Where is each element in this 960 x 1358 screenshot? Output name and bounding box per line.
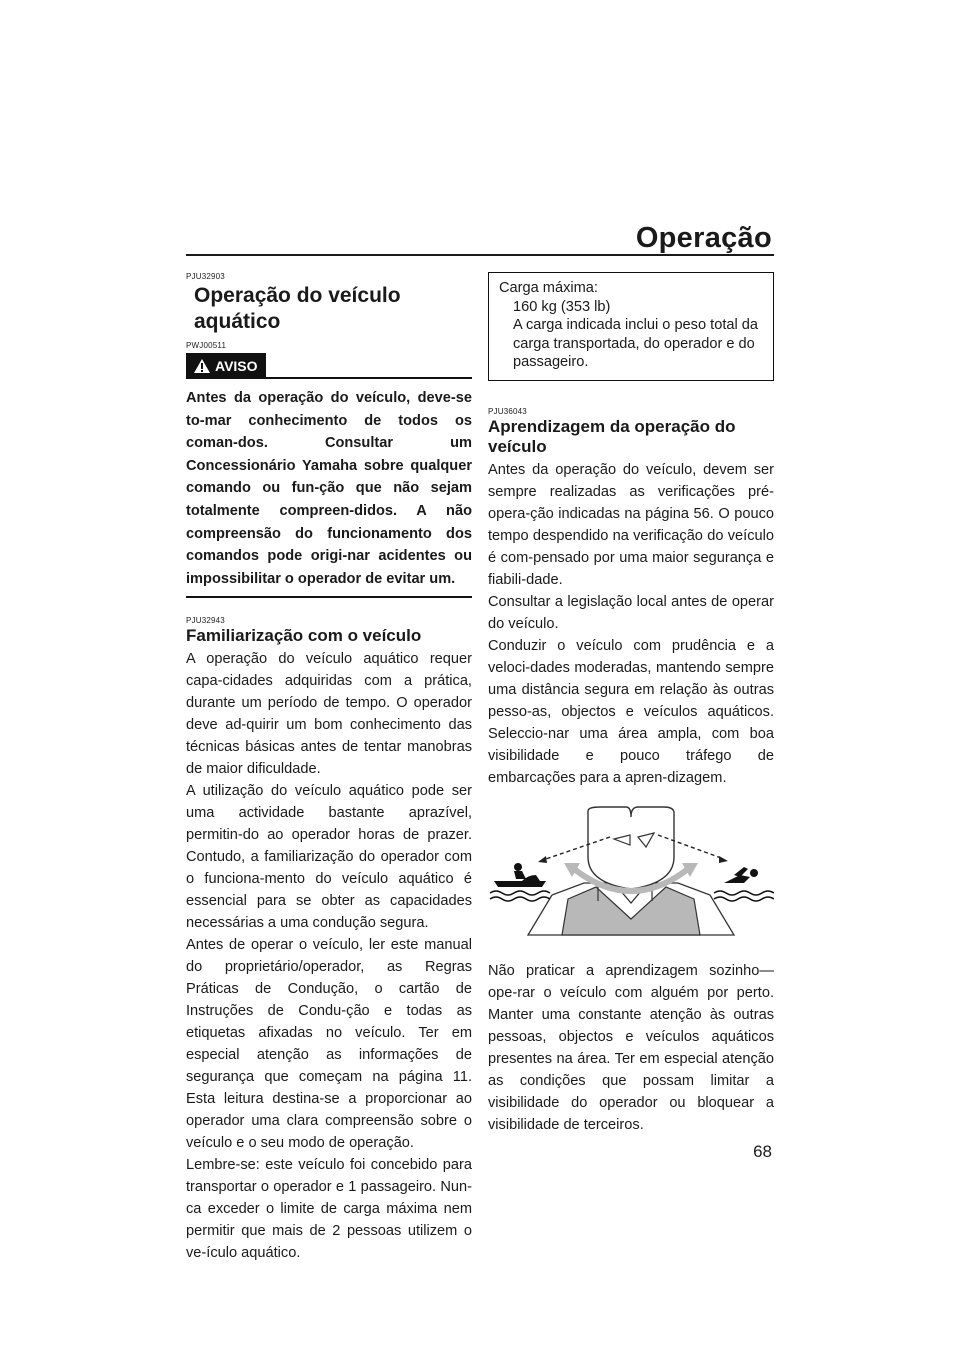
warning-code: PWJ00511 [186,341,227,350]
section-title: Operação do veículo aquático [194,284,401,333]
subsection-code: PJU36043 [488,406,527,416]
page-number: 68 [753,1142,772,1161]
max-load-note: A carga indicada inclui o peso total da carga transportada, do operador e do passageiro. [513,317,759,370]
header-rule [186,254,774,256]
head-outline [588,807,674,889]
visibility-illustration [488,803,774,948]
warning-label: AVISO [215,358,258,374]
paragraph: A operação do veículo aquático requer capa-cidades adquiridas com a prática, durante um período de tempo. O operador deve ad-quirir um bom conhecimento das técnicas básicas antes de tentar manobras de maior dificuldade. [186,651,472,778]
section-code: PJU32903 [186,272,225,281]
paragraph: Lembre-se: este veículo foi concebido para transportar o operador e 1 passageiro. Nun-ca exceder o limite de carga máxima nem permitir que mais de 2 pessoas utilizem o ve-ículo aquático. [186,1157,472,1262]
paragraph: A utilização do veículo aquático pode ser uma actividade bastante aprazível, permitin-do ao operador horas de prazer. Contudo, a familiarização do operador com o funciona-mento do veículo aquático é essencial para se obter as capacidades necessárias a uma condução segura. [186,783,472,932]
subsection-code: PJU32943 [186,616,225,626]
warning-bottom-rule [186,596,472,598]
paragraph: Consultar a legislação local antes de operar do veículo. [488,593,774,632]
max-load-value: 160 kg (353 lb) [513,298,611,315]
left-column [186,272,472,1264]
paragraph: Conduzir o veículo com prudência e a veloci-dades moderadas, mantendo sempre uma distância segura em relação às outras pesso-as, objectos e veículos aquáticos. Seleccio-nar uma área ampla, com boa visibilidade e pouco tráfego de embarcações para a apren-dizagem. [488,637,774,786]
right-column [488,272,774,1136]
page-header-title: Operação [635,222,772,254]
operator-lookout-illustration [488,803,774,943]
paragraph: Antes da operação do veículo, devem ser sempre realizadas as verificações pré-opera-ção indicadas na página 56. O pouco tempo despendido na verificação do veículo é com-pensado por uma maior segurança e fiabili-dade. [488,461,774,588]
subsection-title: Familiarização com o veículo [186,626,422,646]
warning-text: Antes da operação do veículo, deve-se to-mar conhecimento de todos os coman-dos. Consultar um Concessionário Yamaha sobre qualquer comando ou fun-ção que não sejam totalmente compreen-didos. A não compreensão do funcionamento dos comandos pode origi-nar acidentes ou impossibilitar o operador de evitar um. [186,390,472,587]
subsection-title: Aprendizagem da operação do veículo [488,416,736,456]
paragraph: Não praticar a aprendizagem sozinho—ope-rar o veículo com alguém por perto. Manter uma constante atenção às outras pessoas, objectos e veículos aquáticos presentes na área. Ter em especial atenção as condições que possam limitar a visibilidade do operador ou bloquear a visibilidade de terceiros. [488,962,774,1133]
warning-triangle-icon [193,358,211,374]
max-load-label: Carga máxima: [499,280,598,296]
paragraph: Antes de operar o veículo, ler este manual do proprietário/operador, as Regras Práticas de Condução, o cartão de Instruções de Condu-ção e todas as etiquetas afixadas no veículo. Ter em especial atenção as informações de segurança que começam na página 11. Esta leitura destina-se a proporcionar ao operador uma clara compreensão sobre o veículo e o seu modo de operação. [186,937,472,1152]
warning-header [186,353,472,379]
warning-badge [186,353,266,379]
warning-rule [266,377,472,379]
watercraft-icon [490,863,550,901]
swimmer-icon [714,867,774,901]
max-load-box [488,272,774,381]
